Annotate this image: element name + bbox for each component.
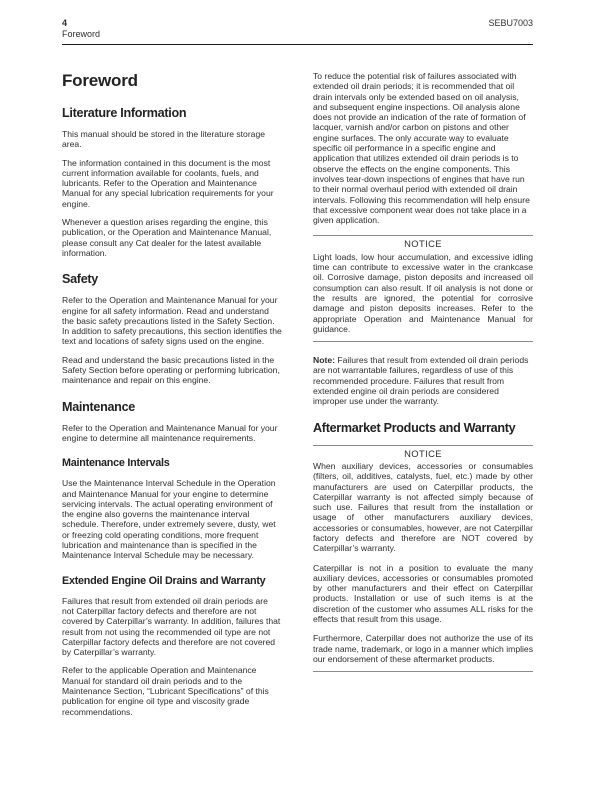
header-rule bbox=[62, 44, 533, 45]
notice-aftermarket-paragraph-3: Furthermore, Caterpillar does not authorize the use of its trade name, trademark, or logo in a manner which implies our endorsement of these aftermarket products. bbox=[313, 633, 533, 664]
notice-box-aftermarket bbox=[313, 445, 533, 673]
safety-heading: Safety bbox=[62, 272, 98, 287]
chapter-title: Foreword bbox=[62, 29, 101, 39]
notice-label: NOTICE bbox=[404, 447, 442, 459]
extended-drains-paragraph-1: Failures that result from extended oil drain periods are not Caterpillar factory defects and therefore are not covered by Caterpillar’s warranty. In addition, failures that result from not using the recommended oil type are not Caterpillar factory defects and therefore are not covered by Caterpillar’s warranty. bbox=[62, 595, 281, 658]
literature-paragraph-2: The information contained in this document is the most current information available for coolants, fuels, and lubricants. Refer to the Operation and Maintenance Manual for any special lubrication requirements for your engine. bbox=[62, 157, 274, 209]
extended-drains-heading: Extended Engine Oil Drains and Warranty bbox=[62, 574, 266, 587]
literature-paragraph-3: Whenever a question arises regarding the engine, this publication, or the Operation and Maintenance Manual, please consult any Cat dealer for the latest available information. bbox=[62, 217, 272, 258]
extended-drains-paragraph-2: Refer to the applicable Operation and Maintenance Manual for standard oil drain periods and to the Maintenance Section, “Lubricant Specifications” of this publication for engine oil type and viscosity grade recommendations. bbox=[62, 665, 269, 717]
literature-information-heading: Literature Information bbox=[62, 106, 187, 120]
note-label: Note: bbox=[313, 355, 335, 366]
safety-paragraph-2: Read and understand the basic precautions listed in the Safety Section before operating or performing lubrication, maintenance and repair on this engine. bbox=[62, 354, 280, 386]
maintenance-heading: Maintenance bbox=[62, 399, 135, 414]
maintenance-paragraph-1: Refer to the Operation and Maintenance Manual for your engine to determine all maintenance requirements. bbox=[62, 422, 278, 443]
right-column bbox=[313, 71, 533, 725]
notice-box-oil-analysis bbox=[313, 235, 533, 342]
header-left bbox=[62, 18, 100, 40]
foreword-title: Foreword bbox=[62, 71, 138, 90]
warranty-note-paragraph bbox=[313, 355, 533, 406]
note-body: Failures that result from extended oil drain periods are not warrantable failures, regardless of use of this recommended procedure. Failures that result from extended engine oil drain periods are considered improper use under the warranty. bbox=[313, 355, 529, 407]
content-columns bbox=[62, 71, 533, 725]
literature-paragraph-1: This manual should be stored in the literature storage area. bbox=[62, 129, 266, 150]
maintenance-intervals-paragraph-1: Use the Maintenance Interval Schedule in the Operation and Maintenance Manual for your engine to determine servicing intervals. The actual operating environment of the engine also governs the maintenance interval schedule. Therefore, under extremely severe, dusty, wet or freezing cold operating conditions, more frequent lubrication and maintenance than is specified in the Maintenance Interval Schedule may be necessary. bbox=[62, 478, 276, 561]
page-number: 4 bbox=[62, 18, 68, 28]
safety-paragraph-1: Refer to the Operation and Maintenance Manual for your engine for all safety information. Read and understand the basic safety precautions listed in the Safety Section. In addition to safety precautions, this section identifies the text and locations of safety signs used on the engine. bbox=[62, 295, 282, 347]
oil-drain-intro-paragraph: To reduce the potential risk of failures associated with extended oil drain periods; it is recommended that oil drain intervals only be extended based on oil analysis, and subsequent engine inspections. Oil analysis alone does not provide an indication of the rate of formation of lacquer, varnish and/or carbon on pistons and other engine surfaces. The only accurate way to evaluate specific oil performance in a specific engine and application that utilizes extended oil drain periods is to observe the effects on the engine components. This involves tear-down inspections of engines that have run to their normal overhaul period with extended oil drain intervals. Following this recommendation will help ensure that excessive component wear does not take place in a given application. bbox=[313, 71, 530, 226]
maintenance-intervals-heading: Maintenance Intervals bbox=[62, 457, 170, 470]
notice-label: NOTICE bbox=[404, 238, 442, 250]
notice-aftermarket-paragraph-1: When auxiliary devices, accessories or consumables (filters, oil, additives, catalysts, fuel, etc.) made by other manufacturers are used on Caterpillar products, the Caterpillar warranty is not affected simply because of such use. Failures that result from the installation or usage of other manufacturers auxiliary devices, accessories or consumables, however, are not Caterpillar factory defects and therefore are NOT covered by Caterpillar’s warranty. bbox=[313, 460, 533, 554]
doc-id: SEBU7003 bbox=[488, 18, 533, 28]
notice-oil-analysis-body: Light loads, low hour accumulation, and excessive idling time can contribute to excessive water in the crankcase oil. Corrosive damage, piston deposits and increased oil consumption can also result. If oil analysis is not done or the results are ignored, the potential for corrosive damage and piston deposits increases. Refer to the appropriate Operation and Maintenance Manual for guidance. bbox=[313, 251, 533, 334]
left-column bbox=[62, 71, 282, 725]
aftermarket-heading: Aftermarket Products and Warranty bbox=[313, 420, 516, 435]
notice-aftermarket-paragraph-2: Caterpillar is not in a position to evaluate the many auxiliary devices, accessories or consumables promoted by other manufacturers and their effect on Caterpillar products. Installation or use of such items is at the discretion of the customer who assumes ALL risks for the effects that result from this usage. bbox=[313, 562, 533, 625]
page-header bbox=[62, 18, 533, 40]
